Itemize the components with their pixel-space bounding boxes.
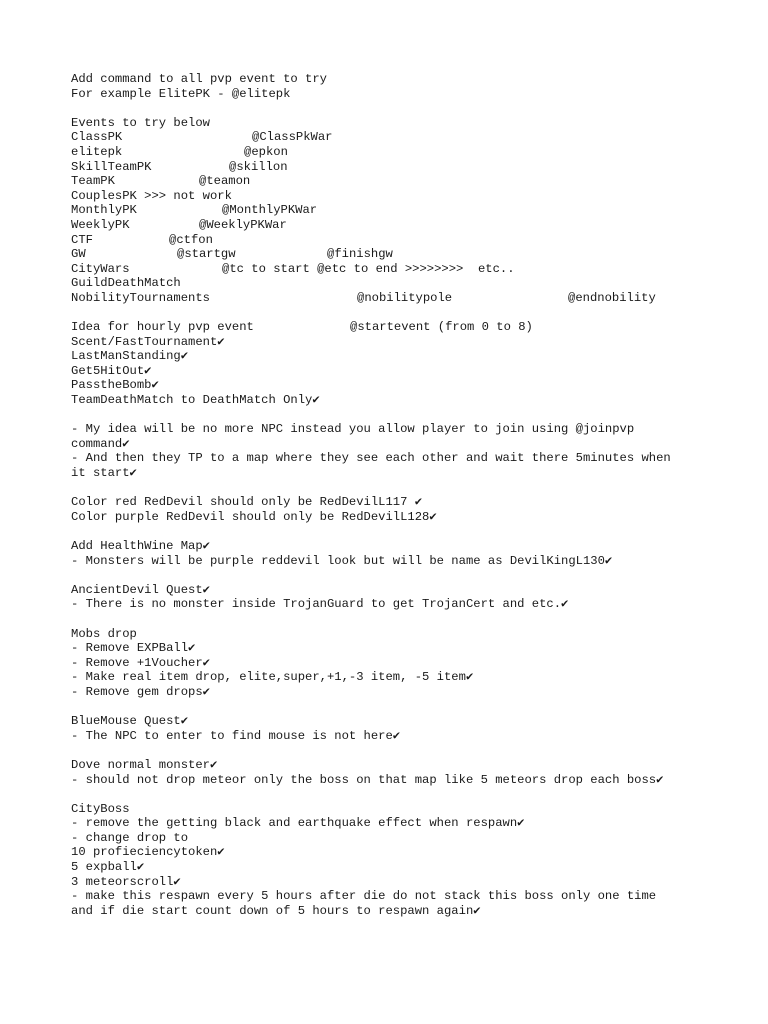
cityboss-line: 5 expball✔ [71, 860, 145, 875]
spacer [71, 743, 751, 758]
spacer [71, 568, 751, 583]
hourly-command: @startevent (from 0 to 8) [350, 320, 533, 335]
event-command: @tc to start @etc to end >>>>>>>> etc.. [222, 261, 515, 276]
event-name: NobilityTournaments [71, 290, 210, 305]
color-line: Color purple RedDevil should only be RedDevilL128✔ [71, 509, 437, 524]
event-row [71, 130, 751, 145]
event-command: @WeeklyPKWar [199, 217, 287, 232]
spacer [71, 408, 751, 423]
event-name: CityWars [71, 261, 130, 276]
event-guild: GuildDeathMatch [71, 276, 181, 291]
event-name: CTF [71, 232, 93, 247]
event-name: GW [71, 247, 86, 262]
event-name: WeeklyPK [71, 217, 130, 232]
event-row [71, 218, 751, 233]
event-name: ClassPK [71, 130, 123, 145]
event-command: @skillon [229, 159, 288, 174]
event-command: @MonthlyPKWar [222, 203, 318, 218]
ancient-line: - There is no monster inside TrojanGuard to get TrojanCert and etc.✔ [71, 597, 569, 612]
spacer [71, 524, 751, 539]
hourly-item: TeamDeathMatch to DeathMatch Only✔ [71, 393, 320, 408]
event-row [71, 233, 751, 248]
cityboss-line: 3 meteorscroll✔ [71, 874, 181, 889]
mobs-line: - Remove +1Voucher✔ [71, 655, 210, 670]
cityboss-line: 10 profieciencytoken✔ [71, 845, 225, 860]
document-body [71, 72, 751, 918]
event-row-gw [71, 247, 751, 262]
healthwine-line: - Monsters will be purple reddevil look but will be name as DevilKingL130✔ [71, 553, 613, 568]
spacer [71, 787, 751, 802]
event-row [71, 160, 751, 175]
event-name: TeamPK [71, 174, 115, 189]
event-row [71, 174, 751, 189]
spacer [71, 700, 751, 715]
cityboss-line: - remove the getting black and earthquake effect when respawn✔ [71, 816, 525, 831]
cityboss-heading: CityBoss [71, 801, 130, 816]
event-command: @ClassPkWar [252, 130, 333, 145]
bluemouse-line: - The NPC to enter to find mouse is not here✔ [71, 728, 401, 743]
healthwine-heading: Add HealthWine Map✔ [71, 539, 210, 553]
dove-line: - should not drop meteor only the boss on that map like 5 meteors drop each boss✔ [71, 772, 664, 787]
mobs-line: - Make real item drop, elite,super,+1,-3 item, -5 item✔ [71, 670, 474, 685]
cityboss-line: - make this respawn every 5 hours after die do not stack this boss only one time [71, 889, 657, 904]
hourly-item: Scent/FastTournament✔ [71, 334, 225, 349]
event-name: SkillTeamPK [71, 159, 152, 174]
event-command: @epkon [244, 144, 288, 159]
event-command: @startgw [177, 247, 236, 262]
spacer [71, 612, 751, 627]
ancient-heading: AncientDevil Quest✔ [71, 582, 210, 597]
event-name: MonthlyPK [71, 203, 137, 218]
spacer [71, 101, 751, 116]
hourly-item: PasstheBomb✔ [71, 378, 159, 393]
cityboss-line: and if die start count down of 5 hours to respawn again✔ [71, 903, 481, 918]
spacer [71, 306, 751, 321]
event-row [71, 189, 751, 204]
event-command: @nobilitypole [357, 290, 453, 305]
mobs-heading: Mobs drop [71, 626, 137, 641]
bluemouse-heading: BlueMouse Quest✔ [71, 714, 189, 729]
idea-line: - My idea will be no more NPC instead you allow player to join using @joinpvp [71, 422, 635, 437]
event-command: @ctfon [169, 232, 213, 247]
mobs-line: - Remove EXPBall✔ [71, 641, 196, 656]
hourly-item: LastManStanding✔ [71, 349, 189, 364]
event-row [71, 145, 751, 160]
event-name: elitepk [71, 144, 123, 159]
idea-line: command✔ [71, 436, 130, 451]
events-heading: Events to try below [71, 115, 210, 130]
hourly-row [71, 320, 751, 335]
idea-line: - And then they TP to a map where they see each other and wait there 5minutes when [71, 451, 671, 466]
event-name: CouplesPK >>> not work [71, 188, 232, 203]
intro-line: Add command to all pvp event to try [71, 72, 327, 86]
cityboss-line: - change drop to [71, 830, 189, 845]
event-command-end: @endnobility [568, 290, 656, 305]
hourly-label: Idea for hourly pvp event [71, 320, 254, 335]
event-command-end: @finishgw [327, 247, 393, 262]
intro-example: For example ElitePK - @elitepk [71, 86, 291, 101]
dove-heading: Dove normal monster✔ [71, 757, 218, 772]
event-row [71, 203, 751, 218]
event-row-citywars [71, 262, 751, 277]
event-command: @teamon [199, 174, 251, 189]
hourly-item: Get5HitOut✔ [71, 363, 152, 378]
color-line: Color red RedDevil should only be RedDevilL117 ✔ [71, 495, 423, 510]
idea-line: it start✔ [71, 466, 137, 481]
event-row-nobility [71, 291, 751, 306]
mobs-line: - Remove gem drops✔ [71, 684, 210, 699]
spacer [71, 481, 751, 496]
